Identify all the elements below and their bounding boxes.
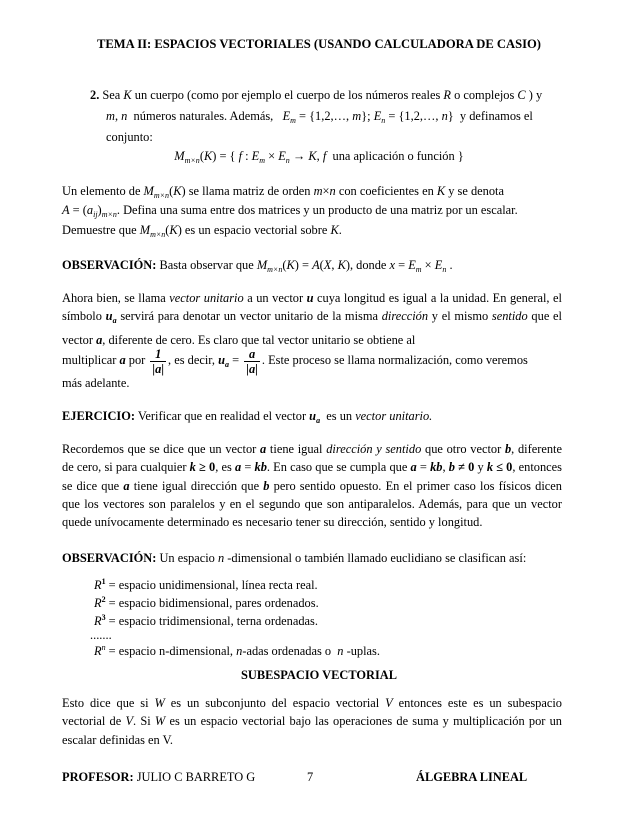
ejercicio-term: vector unitario. [355, 409, 433, 423]
p3: Recordemos que se dice que un vector a tiene igual dirección y sentido que otro vector b, diferente de cero, si para cualquier k ≥ 0, es a = kb. En caso que se cumpla que a = kb, b ≠ 0 y k ≤ 0, entonces se dice que a tiene igual dirección que b pero sentido opuesto. En el primer caso los físicos dicen que los vectores son paralelos y en el segundo que son antiparalelos. Además, para que un vector quede unívocamente determinado es necesario tener su dirección, sentido y longitud. [62, 442, 562, 530]
p2: Ahora bien, se llama vector unitario a un vector u cuya longitud es igual a la unidad. En general, el símbolo $u_a$ servirá para denotar un vector unitario de la misma dirección y el mismo sentido que el vector a, diferente de cero. Es claro que tal vector unitario se obtiene al [62, 291, 562, 347]
p1-line1: Un elemento de $M_{m\times n}(K)$ se llama matriz de orden m×n con coeficientes en K y se denota [62, 184, 504, 200]
section-title: SUBESPACIO VECTORIAL [241, 668, 397, 682]
p4: Esto dice que si W es un subconjunto del espacio vectorial V entonces este es un subespacio vectorial de V. Si W es un espacio vectorial bajo las operaciones de suma y multiplicación por un escalar definidas en V. [62, 696, 562, 747]
obs2-label: OBSERVACIÓN: [62, 551, 157, 565]
space-r1: $R^1$ = espacio unidimensional, línea recta real. [94, 577, 318, 592]
space-ellipsis: ....... [90, 628, 112, 642]
fraction-a-over-norm: $\frac{a}{|a|}$ [246, 346, 258, 376]
p1-line2: $A = (a_{ij})_{m\times n}$. Defina una suma entre dos matrices y un producto de una matriz por un escalar. [62, 203, 518, 219]
item-number: 2. [90, 88, 100, 102]
footer-professor [62, 770, 255, 785]
fraction-one-over-norm: $\frac{1}{|a|}$ [152, 346, 165, 376]
page-number: 7 [307, 770, 314, 784]
page-title: TEMA II: ESPACIOS VECTORIALES (USANDO CALCULADORA DE CASIO) [96, 37, 541, 51]
set-formula: $M_{m\times n}(K)$ = { f : $E_m \times E_n \to K$, f una aplicación o función } [174, 149, 464, 165]
term-direccion: dirección [381, 309, 429, 324]
p1-line3: Demuestre que $M_{m\times n}(K)$ es un espacio vectorial sobre K. [62, 223, 342, 239]
term-vector-unitario: vector unitario [169, 291, 244, 305]
ejercicio-label: EJERCICIO: [62, 409, 135, 423]
obs1: OBSERVACIÓN: Basta observar que $M_{m\times n}(K) = A(X$, K), donde $x = E_m \times E_n$ . [62, 258, 453, 274]
obs2: OBSERVACIÓN: Un espacio n -dimensional o también llamado euclidiano se clasifican así: [62, 551, 527, 565]
space-rn: $R^n$ = espacio n-dimensional, n-adas ordenadas o n -uplas. [94, 643, 380, 658]
footer-course: ÁLGEBRA LINEAL [416, 770, 528, 784]
space-r3: $R^3$ = espacio tridimensional, terna ordenadas. [94, 613, 318, 628]
item-2-line2: m, n números naturales. Además, $E_m$ = {1,2,…, m}; $E_n$ = {1,2,…, n} y definamos el [106, 109, 533, 125]
item-2-line3: conjunto: [106, 130, 153, 144]
item-2-line1: 2. Sea K un cuerpo (como por ejemplo el cuerpo de los números reales R o complejos C ) y [90, 88, 543, 102]
ejercicio: EJERCICIO: Verificar que en realidad el vector $u_a$ es un vector unitario. [62, 409, 433, 425]
space-r2: $R^2$ = espacio bidimensional, pares ordenados. [94, 595, 319, 610]
term-sentido: sentido [491, 309, 528, 324]
p2-normalization: multiplicar a por $\frac{1}{|a|}$ , es decir, $u_a$ = $\frac{a}{|a|}$ . Este proceso se llama normalización, como veremos [62, 346, 528, 376]
footer-prof-label: PROFESOR: [62, 770, 134, 784]
footer-prof-name: JULIO C BARRETO G [136, 770, 256, 784]
p2-end: más adelante. [62, 376, 130, 390]
obs1-label: OBSERVACIÓN: [62, 258, 157, 272]
